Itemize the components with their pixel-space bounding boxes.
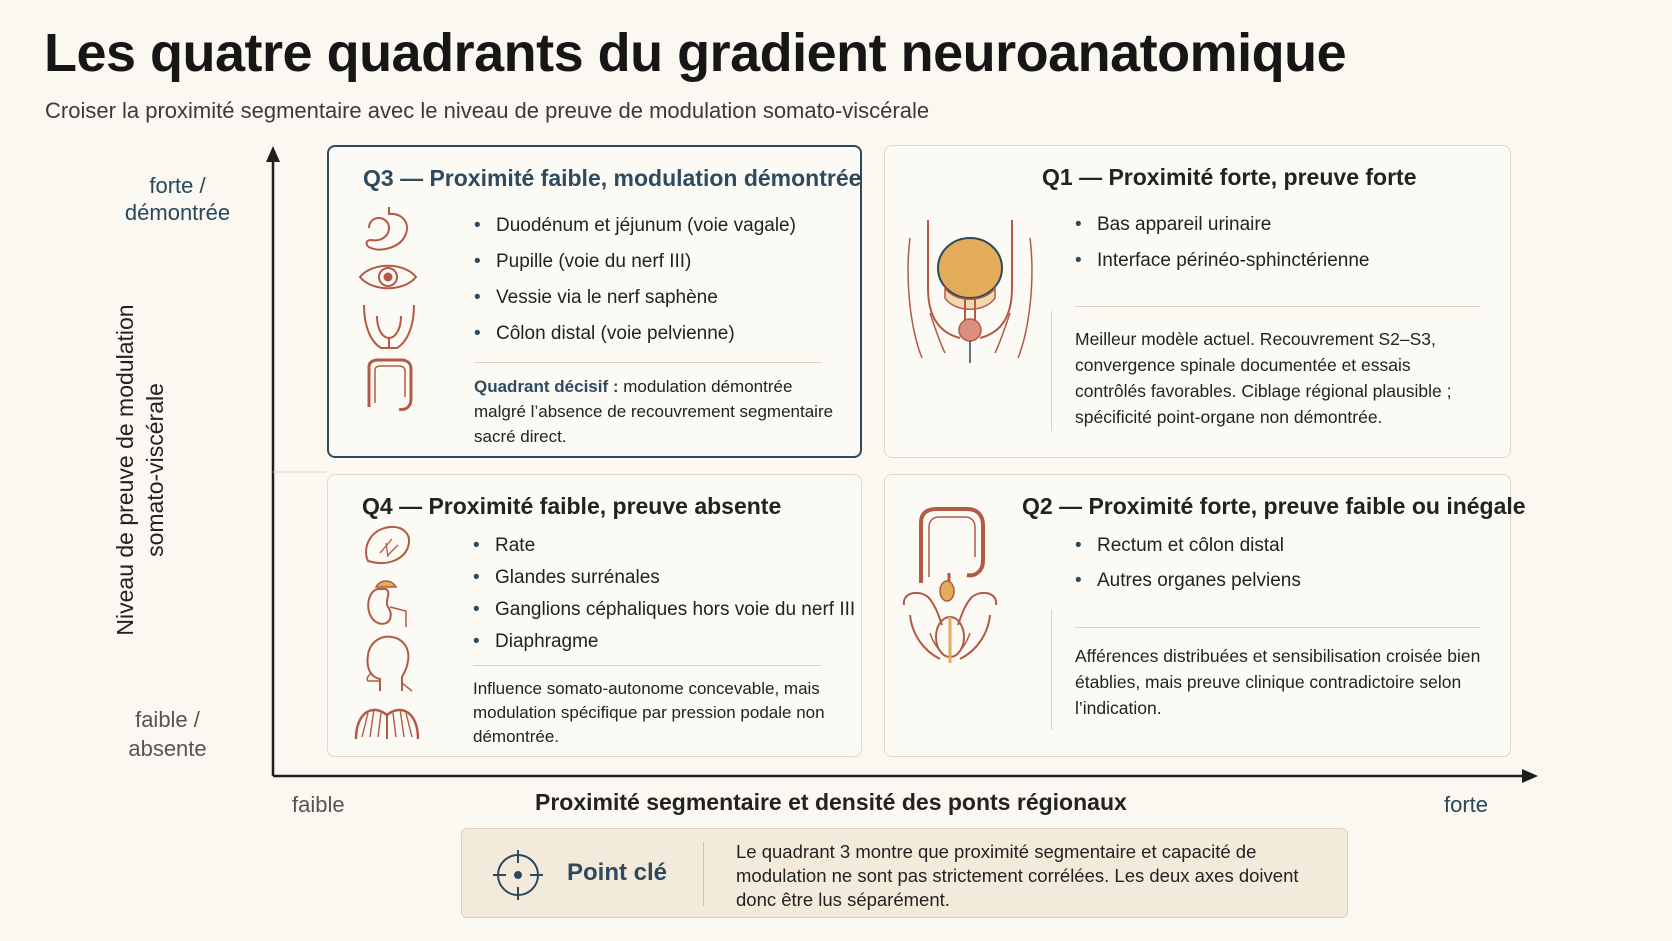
quadrant-note: Meilleur modèle actuel. Recouvrement S2–S3, convergence spinale documentée et essais contrôlés favorables. Ciblage régional plausible ; spécificité point-organe non démontrée.: [1075, 329, 1452, 427]
head-icon: [358, 633, 418, 693]
note-text: modulation démontrée malgré l’absence de recouvrement segmentaire sacré direct.: [474, 377, 834, 446]
quadrant-title: Q2 — Proximité forte, preuve faible ou inégale: [1022, 493, 1526, 519]
quadrant-q3: [327, 145, 862, 458]
quadrant-title: Q3 — Proximité faible, modulation démontrée: [363, 165, 862, 191]
diaphragm-icon: [352, 699, 422, 743]
list-item: • Ganglions céphaliques hors voie du nerf III: [473, 599, 855, 631]
quadrant-q4: [327, 474, 862, 757]
list-item: • Vessie via le nerf saphène: [474, 287, 796, 323]
stomach-icon: [359, 204, 419, 254]
list-item: • Duodénum et jéjunum (voie vagale): [474, 215, 796, 251]
list-item: • Bas appareil urinaire: [1075, 214, 1370, 250]
quadrant-q2: [884, 474, 1526, 757]
list-item: • Diaphragme: [473, 631, 855, 663]
x-axis-low-label: faible: [292, 792, 345, 817]
note-bold: Quadrant décisif :: [474, 377, 619, 396]
list-item: • Interface périnéo-sphinctérienne: [1075, 250, 1370, 286]
quadrant-note: Afférences distribuées et sensibilisation croisée bien établies, mais preuve clinique contradictoire selon l’indication.: [1075, 646, 1481, 718]
divider-vertical: [1051, 610, 1052, 730]
key-point-label: Point clé: [567, 859, 668, 886]
bladder-icon: [359, 302, 419, 352]
y-axis-title: Niveau de preuve de modulation somato-viscérale: [112, 304, 168, 636]
list-item: • Autres organes pelviens: [1075, 570, 1301, 605]
x-axis-title: Proximité segmentaire et densité des ponts régionaux: [535, 789, 1127, 815]
x-axis-high-label: forte: [1444, 792, 1489, 817]
divider: [474, 362, 822, 363]
divider: [1075, 306, 1480, 307]
pelvis-uterus-icon: [900, 585, 1000, 665]
target-icon: [492, 849, 544, 901]
divider: [1075, 627, 1480, 628]
quadrant-note: Influence somato-autonome concevable, mais modulation spécifique par pression podale non démontrée.: [473, 679, 825, 746]
y-axis-high-label: forte / démontrée: [124, 173, 231, 225]
kidney-adrenal-icon: [360, 577, 418, 629]
quadrant-title: Q1 — Proximité forte, preuve forte: [1042, 164, 1417, 190]
page-subtitle: Croiser la proximité segmentaire avec le niveau de preuve de modulation somato-viscérale: [45, 98, 930, 123]
pelvic-urinary-icon: [900, 218, 1040, 368]
divider-vertical: [1051, 311, 1052, 431]
quadrant-note: [474, 374, 849, 449]
quadrant-items: [474, 215, 796, 359]
list-item: • Rectum et côlon distal: [1075, 535, 1301, 570]
key-point-box: [461, 828, 1348, 918]
quadrant-items: [1075, 214, 1370, 286]
colon-icon: [359, 357, 419, 417]
y-axis-low-label: faible / absente: [128, 707, 207, 761]
list-item: • Pupille (voie du nerf III): [474, 251, 796, 287]
divider: [473, 665, 821, 666]
key-point-text: Le quadrant 3 montre que proximité segmentaire et capacité de modulation ne sont pas strictement corrélées. Les deux axes doivent donc être lus séparément.: [736, 841, 1299, 910]
divider-vertical: [703, 842, 704, 906]
quadrant-items: [1075, 535, 1301, 605]
quadrant-q1: [884, 145, 1511, 458]
list-item: • Glandes surrénales: [473, 567, 855, 599]
quadrant-title: Q4 — Proximité faible, preuve absente: [362, 493, 782, 519]
quadrant-items: [473, 535, 855, 663]
spleen-icon: [358, 523, 418, 571]
page-title: Les quatre quadrants du gradient neuroanatomique: [44, 23, 1347, 83]
list-item: • Côlon distal (voie pelvienne): [474, 323, 796, 359]
eye-icon: [357, 259, 419, 295]
list-item: • Rate: [473, 535, 855, 567]
